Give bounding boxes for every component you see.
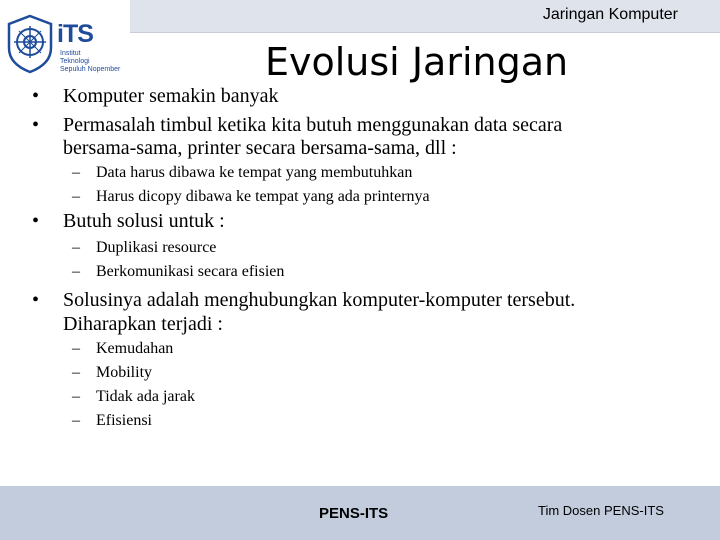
logo-line-1: Institut [60, 50, 81, 57]
its-logo [5, 14, 130, 76]
sub-bullet-text: Mobility [96, 364, 153, 381]
sub-bullet-text: Duplikasi resource [96, 239, 217, 256]
slide-title: Evolusi Jaringan [265, 40, 569, 84]
sub-bullet-mark: – [72, 263, 80, 280]
sub-bullet-text: Berkomunikasi secara efisien [96, 263, 285, 280]
sub-bullet-text: Data harus dibawa ke tempat yang membutuhkan [96, 164, 413, 181]
sub-bullet-text: Harus dicopy dibawa ke tempat yang ada printernya [96, 188, 430, 205]
bullet-text: Permasalah timbul ketika kita butuh menggunakan data secara [63, 114, 563, 136]
footer-right-label: Tim Dosen PENS-ITS [538, 503, 664, 518]
sub-bullet-mark: – [72, 164, 80, 181]
sub-bullet-mark: – [72, 412, 80, 429]
bullet-mark: • [32, 85, 40, 107]
sub-bullet-text: Kemudahan [96, 340, 174, 357]
bullet-mark: • [32, 289, 40, 311]
logo-wordmark: iTS [57, 20, 93, 48]
its-emblem-icon [5, 14, 55, 74]
bullet-text: Solusinya adalah menghubungkan komputer-komputer tersebut. [63, 289, 576, 311]
sub-bullet-mark: – [72, 364, 80, 381]
bullet-text: Diharapkan terjadi : [63, 313, 223, 335]
bullet-text: bersama-sama, printer secara bersama-sama, dll : [63, 137, 457, 159]
bullet-text: Komputer semakin banyak [63, 85, 279, 107]
logo-line-2: Teknologi [60, 58, 90, 65]
footer-band [0, 486, 720, 540]
sub-bullet-mark: – [72, 388, 80, 405]
sub-bullet-mark: – [72, 239, 80, 256]
sub-bullet-mark: – [72, 188, 80, 205]
sub-bullet-mark: – [72, 340, 80, 357]
bullet-mark: • [32, 210, 40, 232]
sub-bullet-text: Tidak ada jarak [96, 388, 195, 405]
footer-center-label: PENS-ITS [319, 505, 389, 522]
bullet-mark: • [32, 114, 40, 136]
sub-bullet-text: Efisiensi [96, 412, 152, 429]
header-band [130, 0, 720, 33]
header-title: Jaringan Komputer [542, 6, 678, 23]
bullet-text: Butuh solusi untuk : [63, 210, 225, 232]
logo-line-3: Sepuluh Nopember [60, 66, 121, 73]
